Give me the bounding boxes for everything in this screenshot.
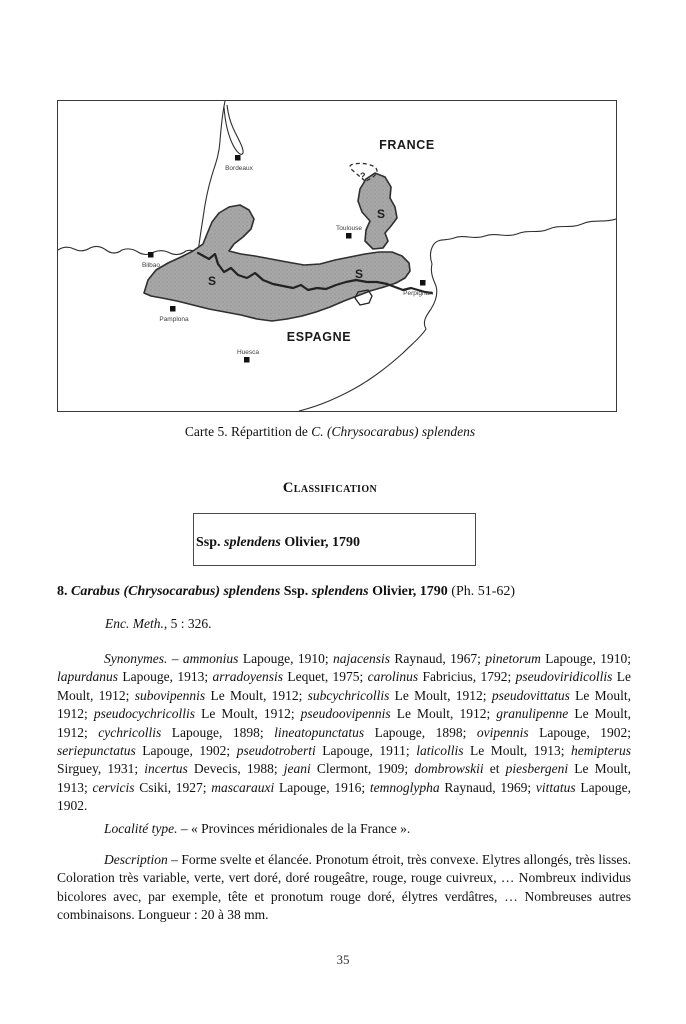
locality-paragraph: Localité type. – « Provinces méridionales de la France ». bbox=[104, 821, 411, 836]
species-heading: 8. Carabus (Chrysocarabus) splendens Ssp. splendens Olivier, 1790 (Ph. 51-62) bbox=[57, 584, 516, 599]
city-label: Toulouse bbox=[335, 225, 363, 232]
distribution-map bbox=[57, 100, 617, 412]
city-marker bbox=[148, 252, 154, 258]
synonyms-paragraph: Synonymes. – ammonius Lapouge, 1910; najacensis Raynaud, 1967; pinetorum Lapouge, 1910; lapurdanus Lapouge, 1913; arradoyensis Lequet, 1975; carolinus Fabricius, 1792; pseudoviridicollis Le Moult, 1912; subovipennis Le Moult, 1912; subcychricollis Le Moult, 1912; pseudovittatus Le Moult, 1912; pseudocychricollis Le Moult, 1912; pseudoovipennis Le Moult, 1912; granulipenne Le Moult, 1912; cychricollis Lapouge, 1898; lineatopunctatus Lapouge, 1898; ovipennis Lapouge, 1902; seriepunctatus Lapouge, 1902; pseudotroberti Lapouge, 1911; laticollis Le Moult, 1913; hemipterus Sirguey, 1931; incertus Devecis, 1988; jeani Clermont, 1909; dombrowskii et piesbergeni Le Moult, 1913; cervicis Csiki, 1927; mascarauxi Lapouge, 1916; temnoglypha Raynaud, 1969; vittatus Lapouge, 1902. bbox=[57, 651, 632, 814]
spain-north-coastline bbox=[58, 246, 198, 254]
classification-box bbox=[193, 513, 476, 566]
map-caption: Carte 5. Répartition de C. (Chrysocarabus) splendens bbox=[184, 424, 476, 439]
description-paragraph: Description – Forme svelte et élancée. Pronotum étroit, très convexe. Elytres allongés, très lisses. Coloration très variable, verte, vert doré, doré rougeâtre, rouge, rouge cuivreux, … Nombreux individus bicolores avec, par exemple, tête et pronotum rouge doré, élytres verdâtres, … Nombreuses autres combinaisons. Longueur : 20 à 38 mm. bbox=[57, 852, 631, 923]
classification-heading: Classification bbox=[282, 480, 378, 496]
city-pamplona bbox=[159, 306, 189, 323]
city-label: Pamplona bbox=[159, 316, 189, 323]
subspecies-name: Ssp. splendens Olivier, 1790 bbox=[196, 535, 361, 550]
mediterranean-coastline bbox=[299, 219, 616, 411]
page-number: 35 bbox=[336, 952, 350, 967]
city-marker bbox=[420, 280, 426, 286]
city-marker bbox=[235, 155, 241, 161]
reference-citation: Enc. Meth., 5 : 326. bbox=[105, 616, 212, 631]
distribution-map-svg bbox=[58, 101, 616, 411]
uncertain-zone-question-mark: ? bbox=[360, 171, 366, 181]
city-bordeaux bbox=[225, 155, 254, 172]
zone-marker-north: S bbox=[377, 207, 386, 221]
city-marker bbox=[170, 306, 176, 312]
city-label: Bordeaux bbox=[225, 165, 253, 172]
zone-marker-east: S bbox=[355, 267, 364, 281]
city-label: Bilbao bbox=[141, 262, 161, 269]
city-marker bbox=[346, 233, 352, 239]
city-toulouse bbox=[336, 225, 362, 239]
city-marker bbox=[244, 357, 250, 363]
country-label-france: FRANCE bbox=[379, 138, 435, 152]
city-label: Huesca bbox=[236, 349, 260, 356]
city-label: Perpignan bbox=[403, 290, 433, 297]
city-huesca bbox=[237, 349, 259, 363]
gironde-estuary bbox=[224, 105, 243, 154]
country-label-espagne: ESPAGNE bbox=[286, 330, 352, 344]
zone-marker-west: S bbox=[208, 274, 217, 288]
